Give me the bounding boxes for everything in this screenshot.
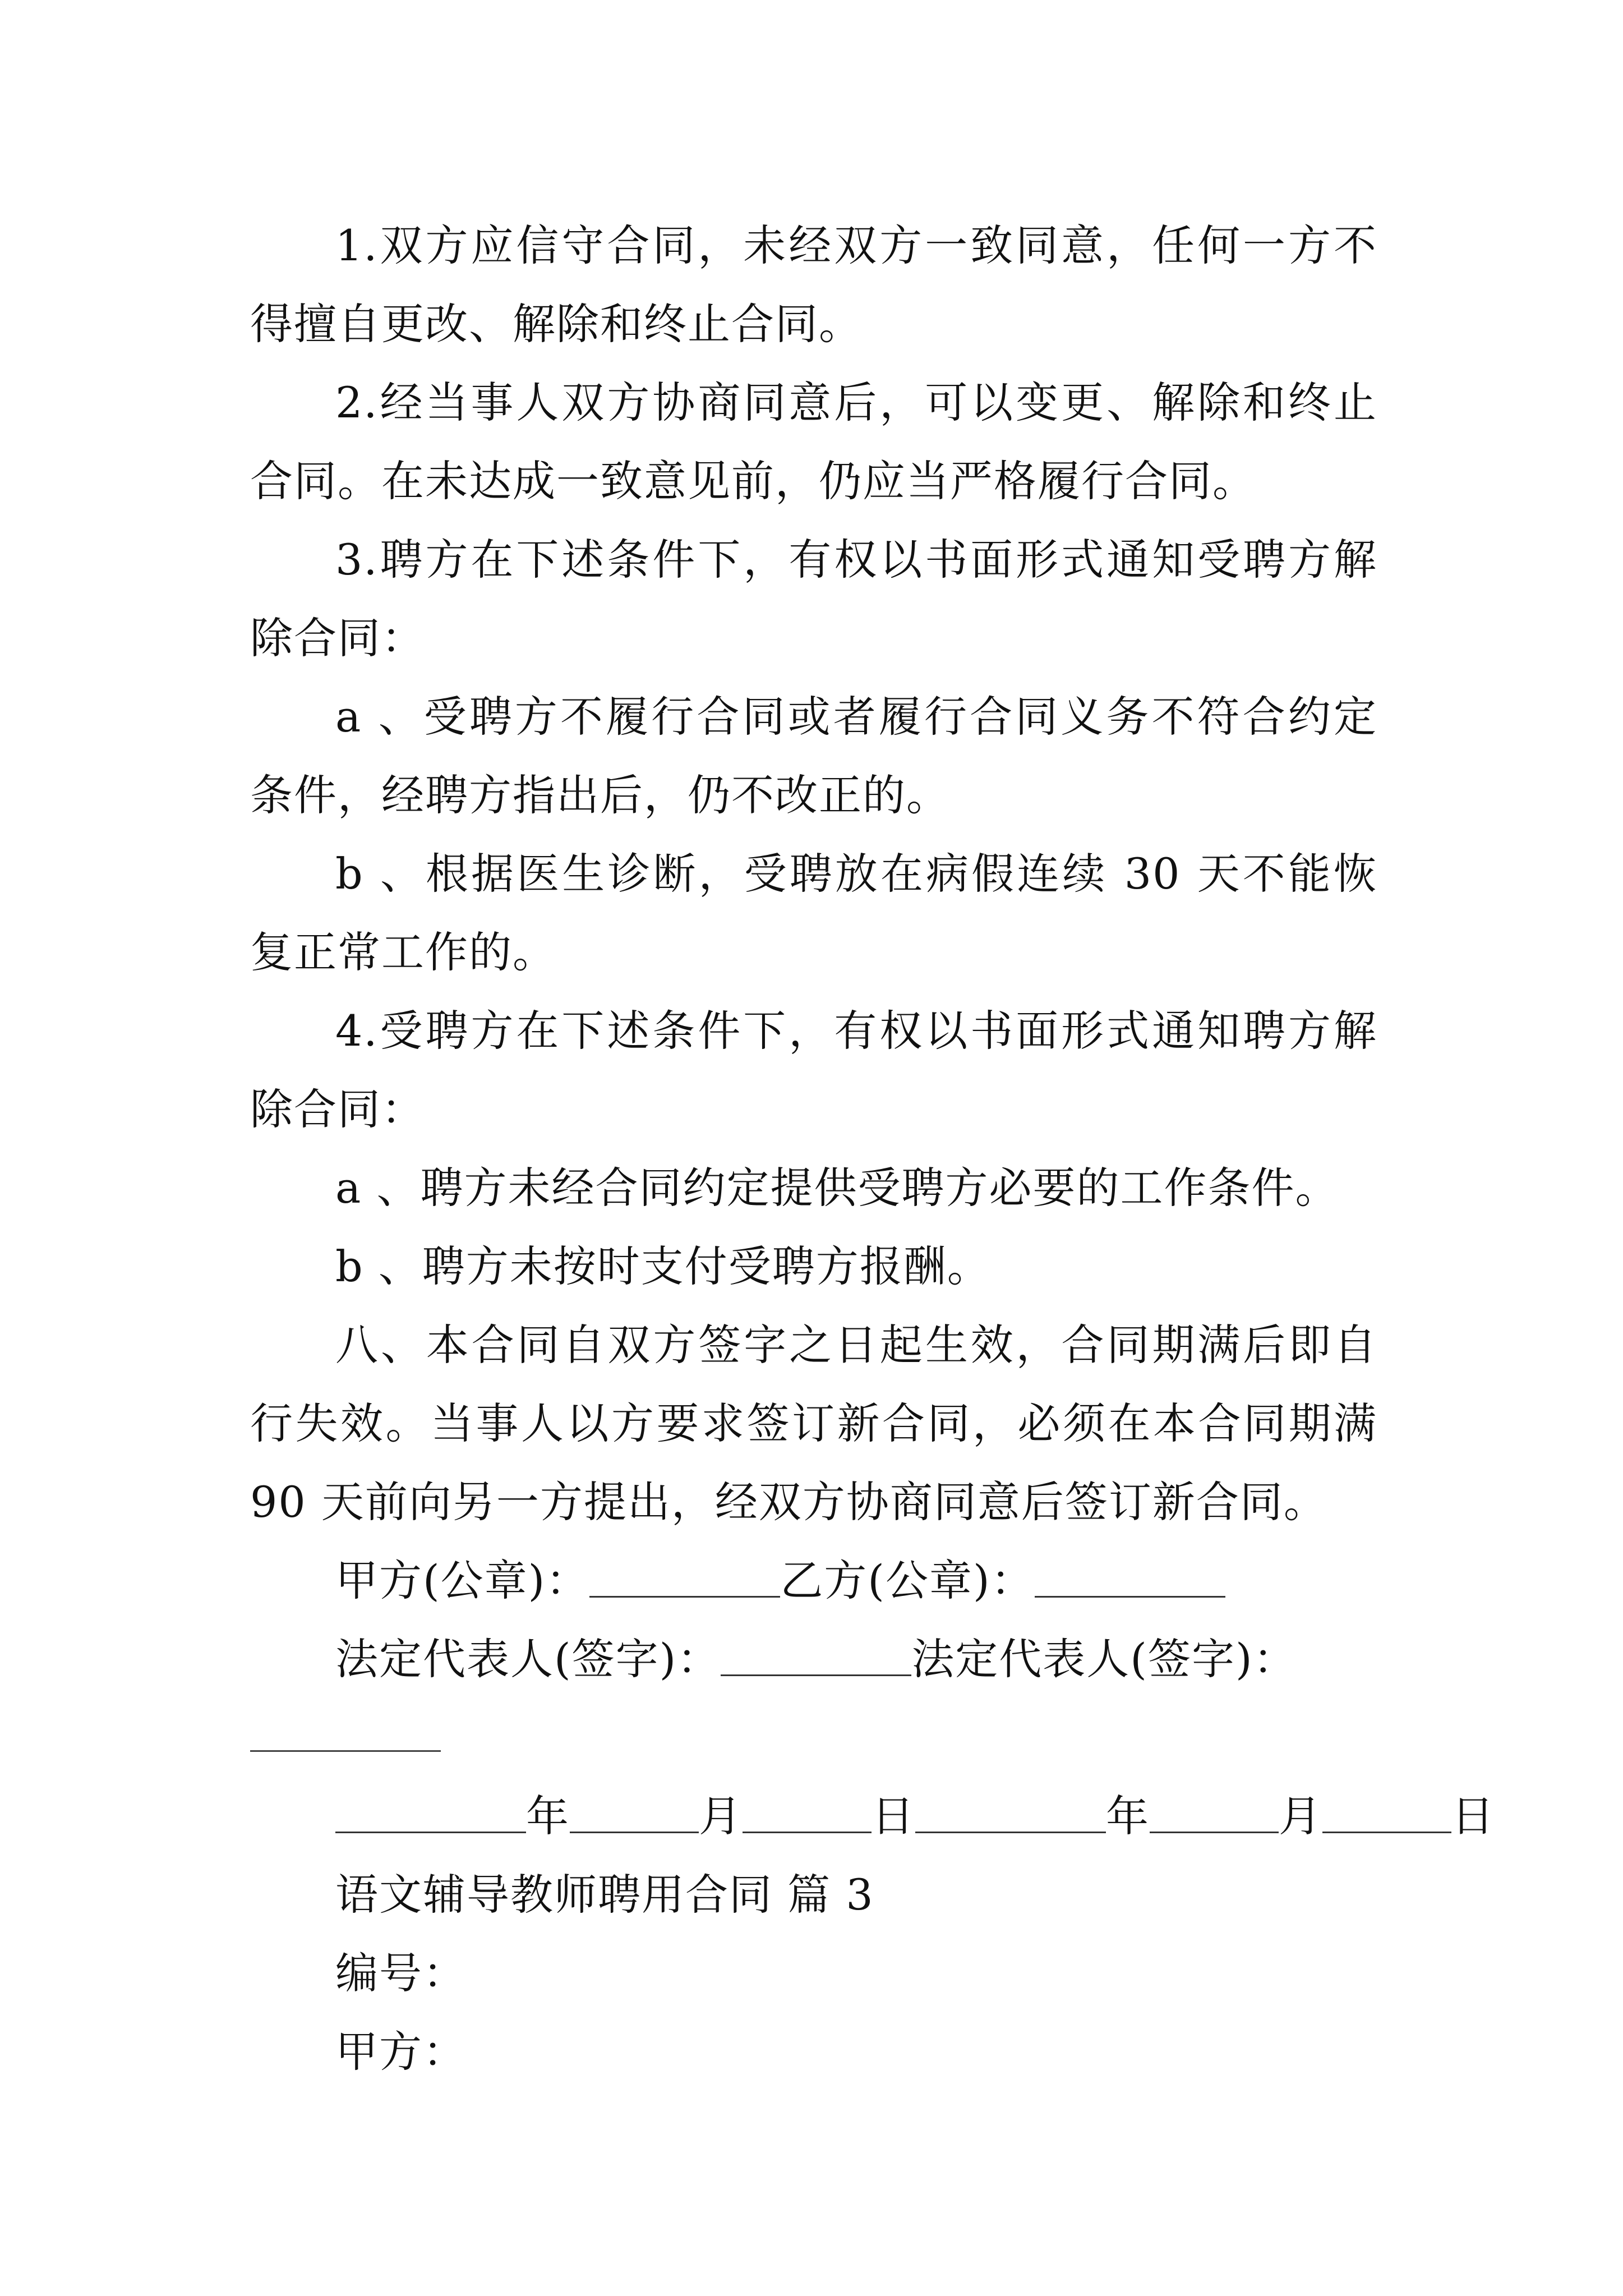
month-b-label: 月	[1279, 1791, 1322, 1841]
day-a-label: 日	[872, 1791, 915, 1841]
clause-3: 3.聘方在下述条件下，有权以书面形式通知受聘方解除合同：	[250, 535, 1377, 663]
party-b-seal-blank	[1035, 1557, 1225, 1597]
clause-4b: b 、聘方未按时支付受聘方报酬。	[335, 1241, 991, 1291]
party-a-seal-blank	[589, 1557, 780, 1597]
next-contract-title: 语文辅导教师聘用合同 篇 3	[335, 1870, 874, 1920]
legal-rep-b-blank-line	[250, 1699, 1377, 1777]
clause-3a: a 、受聘方不履行合同或者履行合同义务不符合约定条件，经聘方指出后，仍不改正的。	[250, 692, 1377, 820]
contract-number-label: 编号：	[335, 1948, 467, 1998]
day-b-blank	[1322, 1793, 1451, 1833]
clause-4: 4.受聘方在下述条件下，有权以书面形式通知聘方解除合同：	[250, 1006, 1377, 1134]
year-b-label: 年	[1106, 1791, 1150, 1841]
legal-rep-label-b: 法定代表人(签字)：	[911, 1634, 1297, 1684]
date-line	[250, 1777, 1495, 1856]
clause-1: 1.双方应信守合同，未经双方一致同意，任何一方不得擅自更改、解除和终止合同。	[250, 220, 1377, 349]
legal-rep-line	[250, 1620, 1377, 1699]
party-a-label: 甲方：	[335, 2027, 467, 2077]
month-a-blank	[570, 1793, 699, 1833]
article-8: 八、本合同自双方签字之日起生效，合同期满后即自行失效。当事人以方要求签订新合同，必须在本合同期满 90 天前向另一方提出，经双方协商同意后签订新合同。	[250, 1320, 1377, 1527]
year-b-blank	[915, 1793, 1106, 1833]
month-a-label: 月	[699, 1791, 743, 1841]
year-a-blank	[335, 1793, 526, 1833]
legal-rep-a-blank	[721, 1636, 911, 1676]
party-a-seal-label: 甲方(公章)：	[335, 1556, 590, 1605]
clause-2: 2.经当事人双方协商同意后，可以变更、解除和终止合同。在未达成一致意见前，仍应当严格履行合同。	[250, 378, 1377, 506]
party-b-seal-label: 乙方(公章)：	[780, 1556, 1035, 1605]
legal-rep-label-a: 法定代表人(签字)：	[335, 1634, 721, 1684]
seal-line	[250, 1542, 1377, 1620]
legal-rep-b-blank	[250, 1750, 441, 1752]
month-b-blank	[1150, 1793, 1279, 1833]
year-a-label: 年	[526, 1791, 570, 1841]
day-a-blank	[743, 1793, 872, 1833]
document-body	[250, 206, 1495, 2091]
clause-3b: b 、根据医生诊断，受聘放在病假连续 30 天不能恢复正常工作的。	[250, 849, 1377, 977]
clause-4a: a 、聘方未经合同约定提供受聘方必要的工作条件。	[335, 1163, 1339, 1213]
day-b-label: 日	[1451, 1791, 1495, 1841]
